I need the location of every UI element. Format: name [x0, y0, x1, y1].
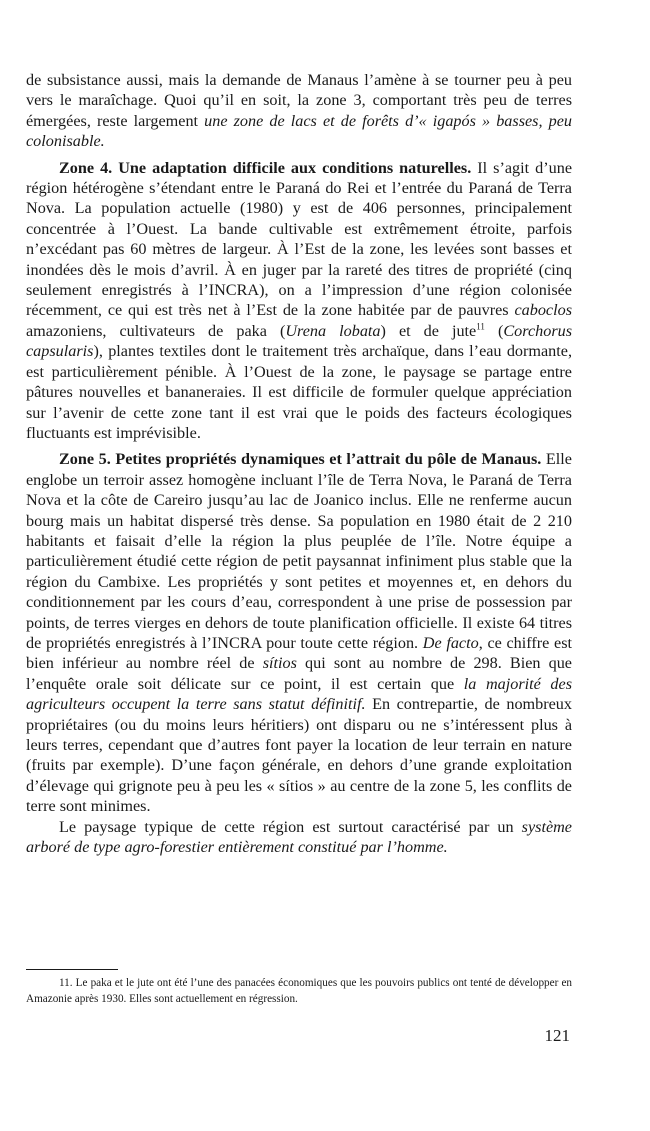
footnote-separator [26, 969, 118, 970]
zone-heading: Zone 4. Une adaptation difficile aux conditions naturelles. [59, 158, 472, 177]
text-run: , ce chiffre est bien inférieur au nombre réel de [26, 633, 572, 673]
page-number: 121 [544, 1026, 570, 1045]
text-run: En contrepartie, de nombreux propriétaires (ou du moins leurs héritiers) ont disparu ou ne s’intéressent plus à leurs terres, cependant que d’autres font payer la location de leur terrain en nature (fruits par exemple). D’une façon générale, en dehors d’une grande exploitation d’élevage qui grignote peu à peu les « sítios » au centre de la zone 5, les conflits de terre sont minimes. [26, 695, 572, 816]
text-run: Il s’agit d’une région hétérogène s’étendant entre le Paraná do Rei et l’entrée du Paraná de Terra Nova. La population actuelle (1980) y est de 406 personnes, principalement concentrée à l’Ouest. La bande cultivable est extrêmement étroite, parfois n’excédant pas 60 mètres de largeur. À l’Est de la zone, les levées sont basses et inondées dès le mois d’avril. À en juger par la rareté des titres de propriété (cinq seulement enregistrés à l’INCRA), on a l’impression d’une région colonisée récemment, ce qui est très net à l’Est de la zone habitée par de pauvres [26, 158, 572, 320]
text-run: amazoniens, cultivateurs de paka ( [26, 321, 286, 340]
footnote-11: 11. Le paka et le jute ont été l’une des panacées économiques que les pouvoirs publics ont tenté de développer en Amazonie après 1930. Elles sont actuellement en régression. [26, 977, 572, 1005]
italic-run: sítios [262, 654, 297, 673]
italic-run: la majorité des agriculteurs occupent la terre sans statut définitif. [26, 674, 572, 714]
italic-run: une zone de lacs et de forêts d’« igapós » basses, peu colonisable. [26, 111, 573, 151]
text-run: ( [484, 321, 504, 340]
footnote-marker: 11 [476, 321, 485, 332]
text-run: Elle englobe un terroir assez homogène incluant l’île de Terra Nova, le Paraná de Terra Nova et la côte de Careiro jusqu’au lac de Joanico inclus. Elle ne renferme aucun bourg mais un habitat dispersé très dense. Sa population en 1980 était de 2 210 habitants et faisait d’elle la région la plus peuplée de l’île. Notre équipe a particulièrement étudié cette région de petit paysannat infiniment plus stable que la région du Cambixe. Les propriétés y sont petites et moyennes et, en dehors du conditionnement par les cours d’eau, correspondent à une prise de possession par points, de terres vierges en dehors de toute planification officielle. Il existe 64 titres de propriétés enregistrés à l’INCRA pour toute cette région. [26, 450, 572, 652]
paragraph-zone3-end [26, 70, 572, 152]
text-run: ), plantes textiles dont le traitement très archaïque, dans l’eau dormante, est particulièrement pénible. À l’Ouest de la zone, le paysage se partage entre pâtures nouvelles et bananeraies. Il est difficile de formuler quelque appréciation sur l’avenir de cette zone tant il est vrai que le poids des facteurs écologiques fluctuants est imprévisible. [26, 342, 572, 442]
italic-run: système arboré de type agro-forestier entièrement constitué par l’homme. [26, 817, 572, 857]
paragraph-landscape [26, 817, 572, 858]
text-run: Le paysage typique de cette région est surtout caractérisé par un [59, 817, 522, 836]
italic-run: caboclos [514, 301, 572, 320]
italic-run: De facto [422, 633, 479, 652]
text-run: ) et de jute [380, 321, 477, 340]
italic-run: Corchorus capsularis [26, 321, 573, 361]
text-run: de subsistance aussi, mais la demande de Manaus l’amène à se tourner peu à peu vers le maraîchage. Quoi qu’il en soit, la zone 3, comportant très peu de terres émergées, reste largement [26, 71, 572, 130]
italic-run: Urena lobata [285, 321, 381, 340]
text-run: qui sont au nombre de 298. Bien que l’enquête orale soit délicate sur ce point, il est certain que [26, 654, 572, 693]
paragraph-zone5 [26, 449, 572, 816]
paragraph-zone4 [26, 158, 572, 444]
zone-heading: Zone 5. Petites propriétés dynamiques et l’attrait du pôle de Manaus. [59, 450, 542, 469]
body-text [26, 70, 572, 857]
